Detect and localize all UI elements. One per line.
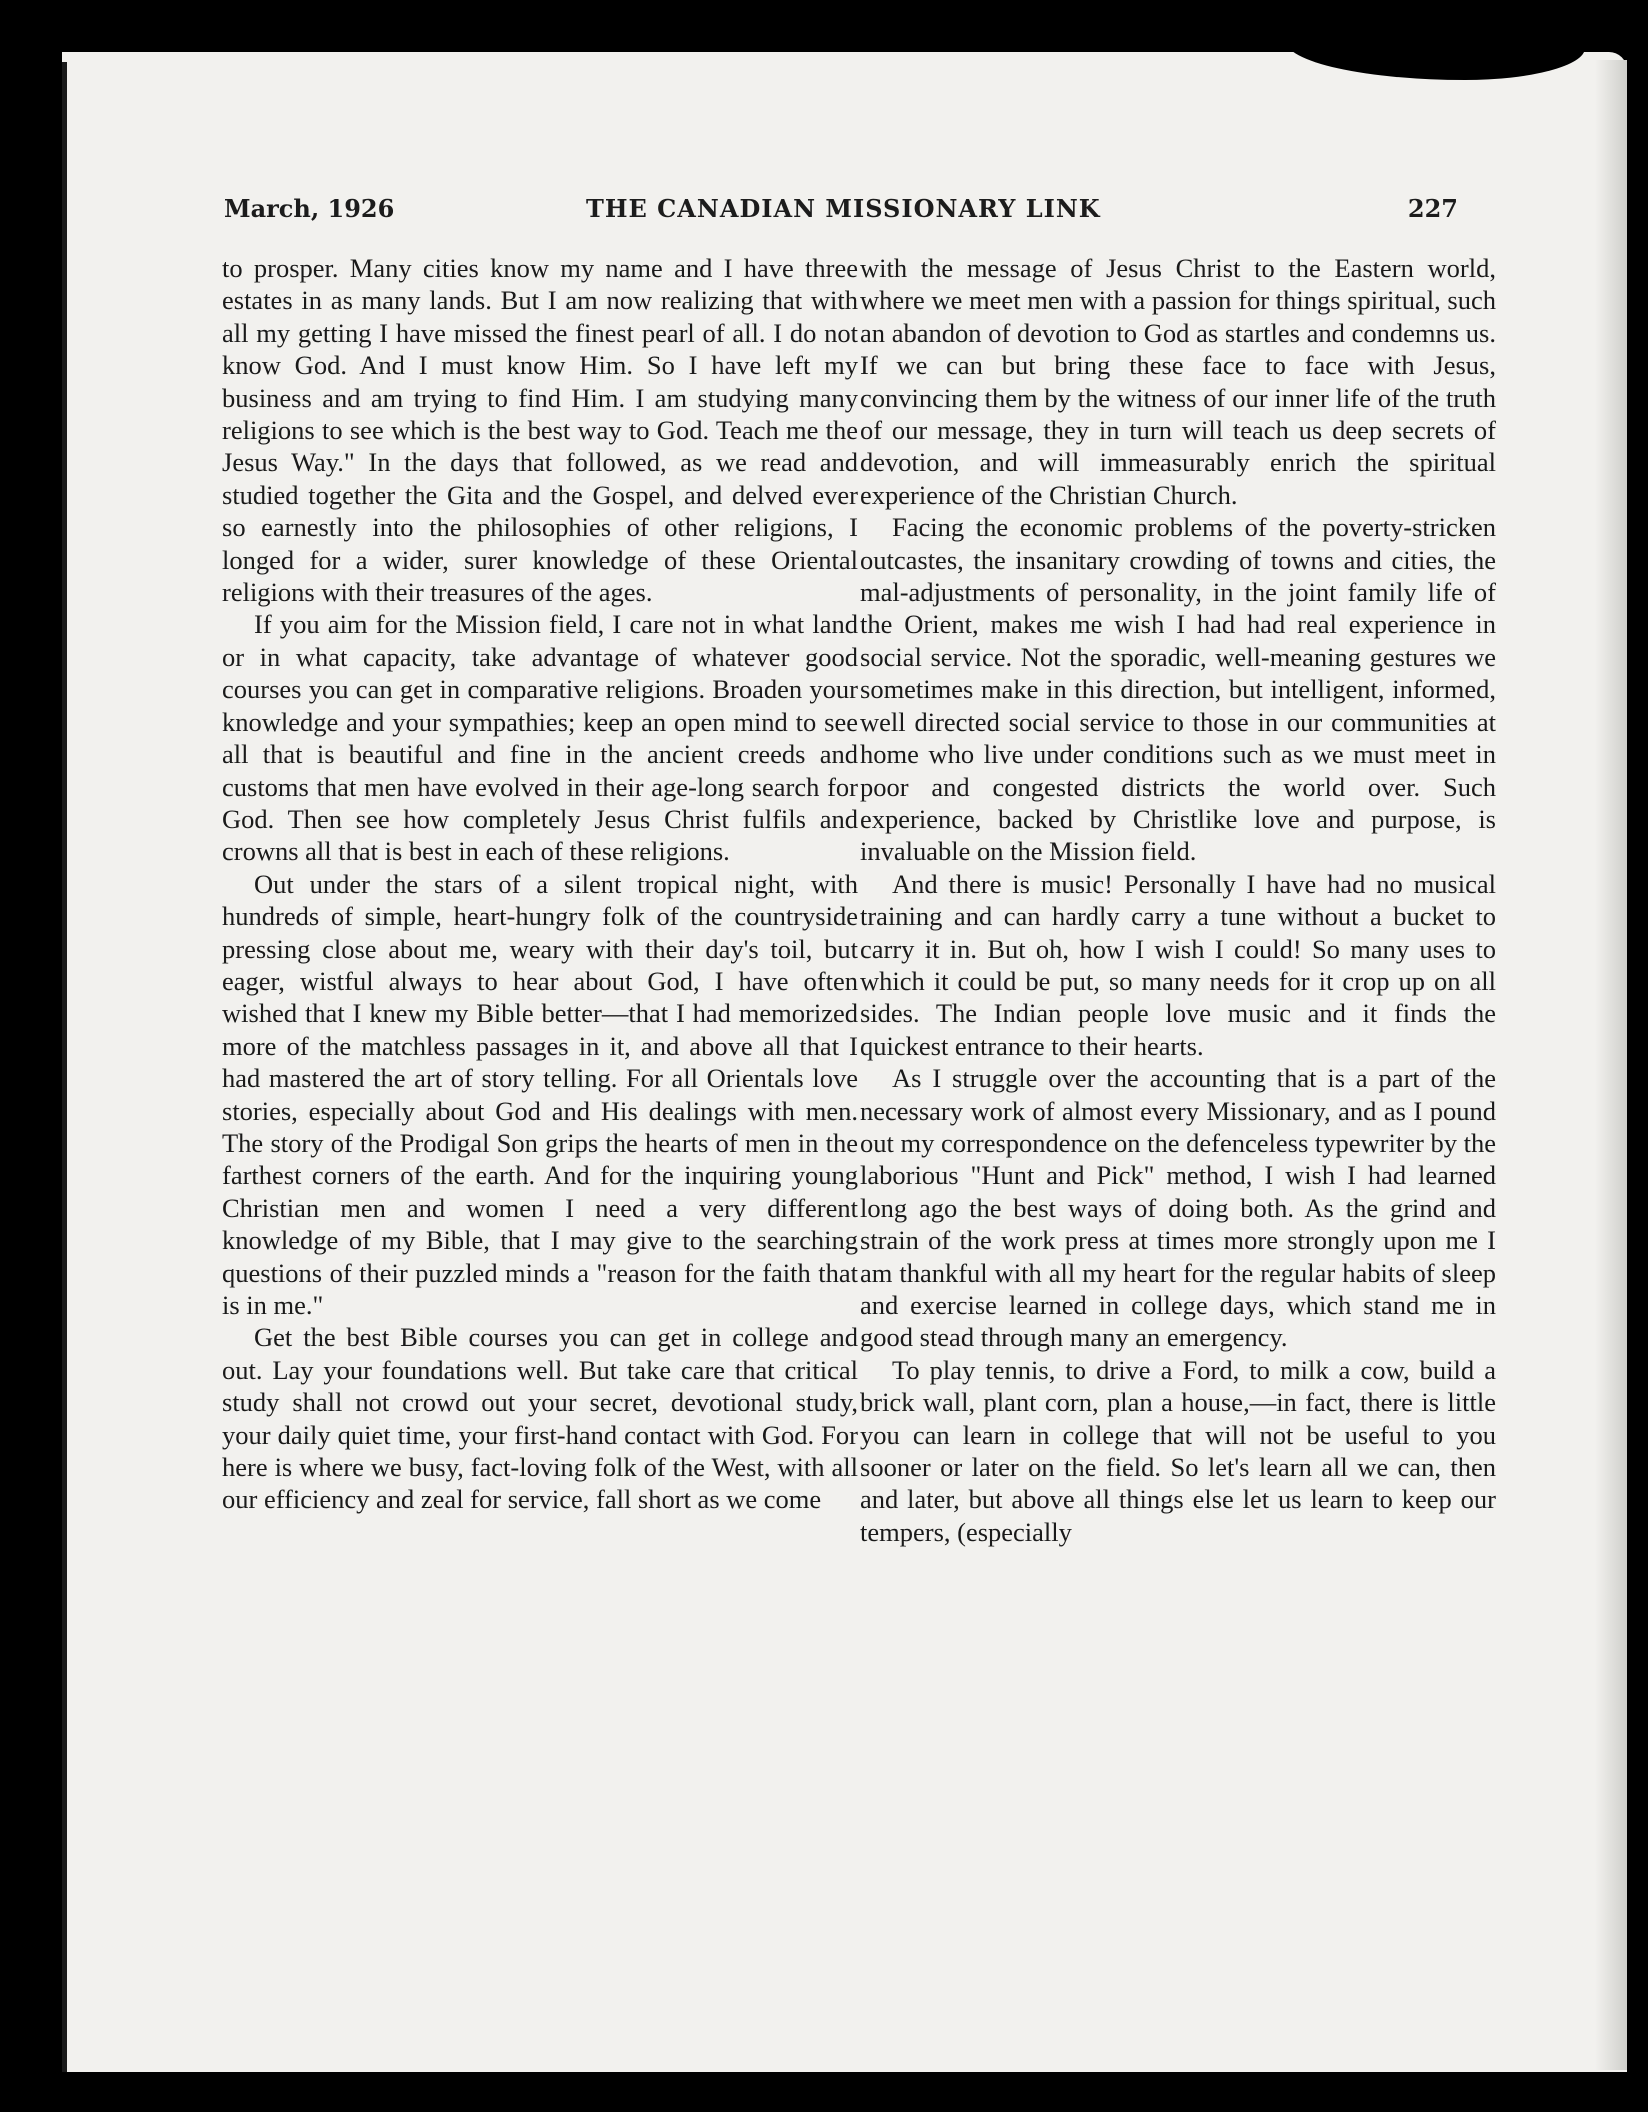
paragraph: And there is music! Personally I have had no musical training and can hardly carry a tune without a bucket to carry it in. But oh, how I wish I could! So many uses to which it could be put, so many needs for it crop up on all sides. The Indian people love music and it finds the quickest entrance to their hearts. <box>860 868 1496 1061</box>
page-edge-shadow <box>1595 60 1627 2070</box>
paragraph: with the message of Jesus Christ to the Eastern world, where we meet men with a passion for things spiritual, such an abandon of devotion to God as startles and condemns us. If we can but bring these face to face with Jesus, convincing them by the witness of our inner life of the truth of our message, they in turn will teach us deep secrets of devotion, and will immeasurably enrich the spiritual experience of the Christian Church. <box>860 253 1496 510</box>
paragraph: Out under the stars of a silent tropical night, with hundreds of simple, heart-hungry folk of the countryside pressing close about me, weary with their day's toil, but eager, wistful always to hear about God, I have often wished that I knew my Bible better—that I had memorized more of the matchless passages in it, and above all that I had mastered the art of story telling. For all Orientals love stories, especially about God and His dealings with men. The story of the Prodigal Son grips the hearts of men in the farthest corners of the earth. And for the inquiring young Christian men and women I need a very different knowledge of my Bible, that I may give to the searching questions of their puzzled minds a "reason for the faith that is in me." <box>222 868 858 1320</box>
paragraph: If you aim for the Mission field, I care not in what land or in what capacity, take advantage of whatever good courses you can get in comparative religions. Broaden your knowledge and your sympathies; keep an open mind to see all that is beautiful and fine in the ancient creeds and customs that men have evolved in their age-long search for God. Then see how completely Jesus Christ fulfils and crowns all that is best in each of these religions. <box>222 609 858 867</box>
binding-edge <box>62 62 67 2072</box>
journal-title: THE CANADIAN MISSIONARY LINK <box>586 194 1101 223</box>
running-header <box>224 194 1458 230</box>
paragraph: to prosper. Many cities know my name and I have three estates in as many lands. But I am now realizing that with all my getting I have missed the finest pearl of all. I do not know God. And I must know Him. So I have left my business and am trying to find Him. I am studying many religions to see which is the best way to God. Teach me the Jesus Way." In the days that followed, as we read and studied together the Gita and the Gospel, and delved ever so earnestly into the philosophies of other religions, I longed for a wider, surer knowledge of these Oriental religions with their treasures of the ages. <box>222 253 858 608</box>
paragraph: Facing the economic problems of the poverty-stricken outcastes, the insanitary crowding of towns and cities, the mal-adjustments of personality, in the joint family life of the Orient, makes me wish I had had real experience in social service. Not the sporadic, well-meaning gestures we sometimes make in this direction, but intelligent, informed, well directed social service to those in our communities at home who live under conditions such as we must meet in poor and congested districts the world over. Such experience, backed by Christlike love and purpose, is invaluable on the Mission field. <box>860 512 1496 867</box>
paragraph: As I struggle over the accounting that is a part of the necessary work of almost every Missionary, and as I pound out my correspondence on the defenceless typewriter by the laborious "Hunt and Pick" method, I wish I had learned long ago the best ways of doing both. As the grind and strain of the work press at times more strongly upon me I am thankful with all my heart for the regular habits of sleep and exercise learned in college days, which stand me in good stead through many an emergency. <box>860 1063 1496 1353</box>
issue-date: March, 1926 <box>224 194 395 223</box>
right-column <box>860 252 1496 1548</box>
paragraph: To play tennis, to drive a Ford, to milk a cow, build a brick wall, plant corn, plan a house,—in fact, there is little you can learn in college that will not be useful to you sooner or later on the field. So let's learn all we can, then and later, but above all things else let us learn to keep our tempers, (especially <box>860 1354 1496 1547</box>
paragraph: Get the best Bible courses you can get in college and out. Lay your foundations well. But take care that critical study shall not crowd out your secret, devotional study, your daily quiet time, your first-hand contact with God. For here is where we busy, fact-loving folk of the West, with all our efficiency and zeal for service, fall short as we come <box>222 1322 858 1515</box>
left-column <box>222 252 858 1516</box>
page-number: 227 <box>1407 194 1458 223</box>
